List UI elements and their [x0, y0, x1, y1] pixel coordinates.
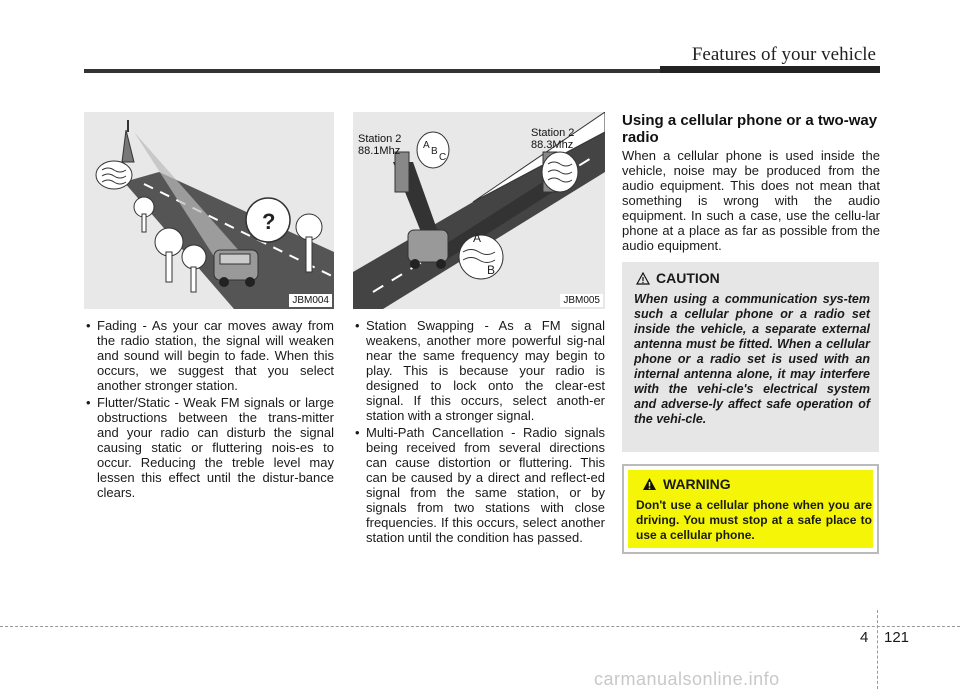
caution-box: [622, 262, 879, 452]
middle-bullet-list: [353, 318, 605, 547]
list-item: • Multi-Path Cancellation - Radio signals being received from several directions can cause distortion or fluttering. This can be caused by a direct and reflect-ed signal from the same station, or by signals from two stations with close frequencies. If this occurs, select another station until the condition has passed.: [353, 425, 605, 545]
svg-text:A: A: [423, 140, 430, 151]
list-item: • Station Swapping - As a FM signal weakens, another more powerful sig-nal near the same frequency may begin to play. This is because your radio is designed to lock onto the clear-est signal. If this occurs, select anoth-er station with a stronger signal.: [353, 318, 605, 423]
freq-right-label: 88.3Mhz: [531, 139, 574, 151]
list-item: • Flutter/Static - Weak FM signals or large obstructions between the trans-mitter and your radio can disturb the signal causing static or fluttering nois-es to occur. Reducing the treble level may lessen this effect until the distur-bance clears.: [84, 395, 334, 500]
figure-code: JBM005: [560, 294, 603, 307]
title-rule-accent: [660, 66, 880, 73]
svg-text:C: C: [439, 152, 447, 163]
warning-header: [642, 476, 731, 492]
left-bullet-list: [84, 318, 334, 502]
warning-triangle-icon: [642, 477, 657, 491]
page-number: 121: [884, 629, 910, 646]
chapter-number: 4: [860, 629, 869, 646]
station-left-label: Station 2: [358, 133, 402, 145]
list-item: • Fading - As your car moves away from the radio station, the signal will weaken and sound will begin to fade. When this occurs, we suggest that you select another stronger station.: [84, 318, 334, 393]
footer-vertical-divider: [877, 610, 878, 689]
caution-header: [636, 270, 720, 286]
figure-fading: [84, 112, 334, 309]
figure-code: JBM004: [289, 294, 332, 307]
svg-text:B: B: [431, 146, 438, 157]
body-paragraph: When a cellular phone is used inside the vehicle, noise may be produced from the audio equipment. This does not mean that something is wrong with the audio equipment. In such a case, use the cellu-lar phone at a place as far as possible from the audio equipment.: [622, 148, 880, 253]
freq-left-label: 88.1Mhz: [358, 145, 401, 157]
watermark: carmanualsonline.info: [594, 669, 780, 689]
warning-triangle-icon: [636, 272, 650, 285]
fading-illustration: [84, 112, 334, 309]
svg-text:A: A: [473, 231, 482, 245]
warning-title: WARNING: [663, 476, 731, 492]
footer-divider: [0, 626, 960, 627]
caution-title: CAUTION: [656, 270, 720, 286]
section-heading: Using a cellular phone or a two-way radio: [622, 112, 878, 146]
figure-multipath: [353, 112, 605, 309]
section-title: Features of your vehicle: [691, 44, 876, 65]
station-swapping-illustration: [353, 112, 605, 309]
warning-text: Don't use a cellular phone when you are driving. You must stop at a safe place to use a cellular phone.: [636, 498, 872, 542]
question-mark: ?: [262, 209, 276, 234]
svg-text:B: B: [487, 263, 496, 277]
warning-box: [622, 464, 879, 554]
caution-text: When using a communication sys-tem such a cellular phone or a radio set inside the vehicle, a separate external antenna must be fitted. When a cellular phone or a radio set is used with an internal antenna alone, it may interfere with the vehi-cle's electrical system and adverse-ly affect safe operation of the vehi-cle.: [634, 292, 870, 426]
warning-background: [628, 470, 873, 548]
station-right-label: Station 2: [531, 127, 575, 139]
